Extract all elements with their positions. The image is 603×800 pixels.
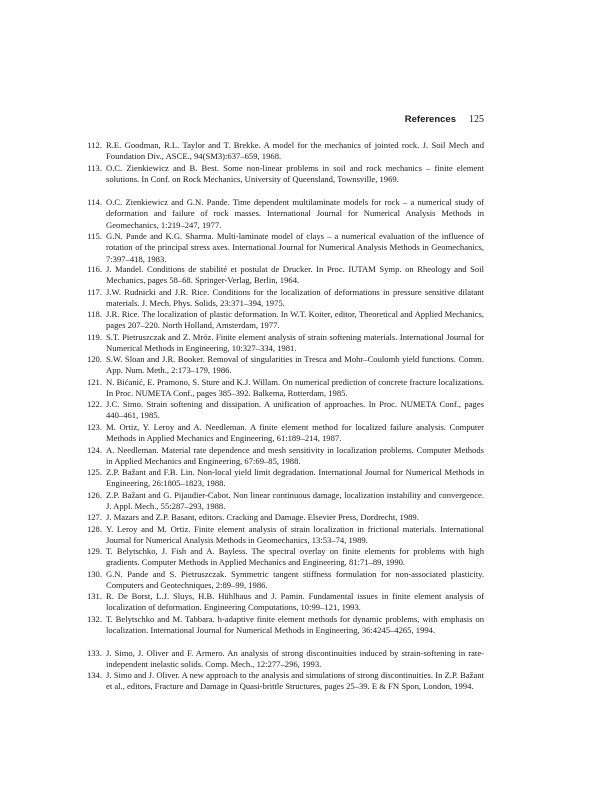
reference-number: 113. xyxy=(87,163,102,173)
reference-number: 129. xyxy=(86,546,102,556)
running-header xyxy=(80,114,484,128)
reference-text: T. Belytschko, J. Fish and A. Bayless. The spectral overlay on finite elements for problems with high gradients. Computer Methods in Applied Mechanics and Engineering, 81:71–89, 1990. xyxy=(106,546,484,568)
reference-number: 134. xyxy=(86,670,102,680)
reference-text: G.N. Pande and S. Pietruszczak. Symmetric tangent stiffness formulation for non-associated plasticity. Computers and Geotechniques, 2:89–99, 1986. xyxy=(106,569,484,591)
reference-text: J.W. Rudnicki and J.R. Rice. Conditions for the localization of deformations in pressure sensitive dilatant materials. J. Mech. Phys. Solids, 23:371–394, 1975. xyxy=(106,287,484,309)
reference-number: 133. xyxy=(86,648,102,658)
reference-number: 115. xyxy=(87,231,102,241)
reference-text: M. Ortiz, Y. Leroy and A. Needleman. A finite element method for localized failure analysis. Computer Methods in Applied Mechanics and Engineering, 61:189–214, 1987. xyxy=(106,422,484,444)
reference-number: 131. xyxy=(86,591,102,601)
reference-text: Y. Leroy and M. Ortiz. Finite element analysis of strain localization in frictional materials. International Journal for Numerical Analysis Methods in Geomechanics, 13:53–74, 1989. xyxy=(106,524,484,546)
reference-number: 130. xyxy=(86,569,102,579)
reference-number: 120. xyxy=(86,354,102,364)
reference-text: G.N. Pande and K.G. Sharma. Multi-laminate model of clays – a numerical evaluation of the influence of rotation of the principal stress axes. International Journal for Numerical Analysis Methods in Geomechanics, 7:397–418, 1983. xyxy=(106,231,484,264)
reference-number: 127. xyxy=(86,512,102,522)
reference-number: 126. xyxy=(86,490,102,500)
reference-text: J.C. Simo. Strain softening and dissipation. A unification of approaches. In Proc. NUMETA Conf., pages 440–461, 1985. xyxy=(106,399,484,421)
reference-number: 132. xyxy=(86,614,102,624)
reference-number: 119. xyxy=(87,332,102,342)
reference-number: 116. xyxy=(87,264,102,274)
reference-number: 124. xyxy=(86,445,102,455)
reference-number: 118. xyxy=(87,309,102,319)
reference-number: 117. xyxy=(87,287,102,297)
reference-number: 128. xyxy=(86,524,102,534)
reference-text: T. Belytschko and M. Tabbara. h-adaptive finite element methods for dynamic problems, with emphasis on localization. International Journal for Numerical Methods in Engineering, 36:4245–4265, 1994. xyxy=(106,614,484,636)
reference-text: J. Simo and J. Oliver. A new approach to the analysis and simulations of strong discontinuities. In Z.P. Bažant et al., editors, Fracture and Damage in Quasi-brittle Structures, pages 25–39. E & FN Spon, London, 1994. xyxy=(106,670,484,692)
reference-text: N. Bićanić, E. Pramono, S. Sture and K.J. Willam. On numerical prediction of concrete fracture localizations. In Proc. NUMETA Conf., pages 385–392. Balkema, Rotterdam, 1985. xyxy=(106,377,484,399)
reference-number: 123. xyxy=(86,422,102,432)
reference-text: R. De Borst, L.J. Sluys, H.B. Hühlhaus and J. Pamin. Fundamental issues in finite element analysis of localization of deformation. Engineering Computations, 10:99–121, 1993. xyxy=(106,591,484,613)
reference-number: 112. xyxy=(87,140,102,150)
reference-text: Z.P. Bažant and F.B. Lin. Non-local yield limit degradation. International Journal for Numerical Methods in Engineering, 26:1805–1823, 1988. xyxy=(106,467,484,489)
section-title: References xyxy=(404,114,456,125)
reference-text: A. Needleman. Material rate dependence and mesh sensitivity in localization problems. Computer Methods in Applied Mechanics and Engineering, 67:69–85, 1988. xyxy=(106,445,484,467)
reference-text: O.C. Zienkiewicz and G.N. Pande. Time dependent multilaminate models for rock – a numerical study of deformation and failure of rock masses. International Journal for Numerical Analysis Methods in Geomechanics, 1:219–247, 1977. xyxy=(106,197,484,230)
reference-number: 114. xyxy=(87,197,102,207)
reference-text: J. Mandel. Conditions de stabilité et postulat de Drucker. In Proc. IUTAM Symp. on Rheology and Soil Mechanics, pages 58–68. Springer-Verlag, Berlin, 1964. xyxy=(106,264,484,286)
reference-number: 122. xyxy=(86,399,102,409)
reference-number: 125. xyxy=(86,467,102,477)
reference-number: 121. xyxy=(86,377,102,387)
reference-text: R.E. Goodman, R.L. Taylor and T. Brekke. A model for the mechanics of jointed rock. J. Soil Mech and Foundation Div., ASCE., 94(SM3):637–659, 1968. xyxy=(106,140,484,162)
reference-text: J.R. Rice. The localization of plastic deformation. In W.T. Koiter, editor, Theoretical and Applied Mechanics, pages 207–220. North Holland, Amsterdam, 1977. xyxy=(106,309,484,331)
page-number: 125 xyxy=(469,114,484,125)
reference-text: Z.P. Bažant and G. Pijaudier-Cabot. Non linear continuous damage, localization instability and convergence. J. Appl. Mech., 55:287–293, 1988. xyxy=(106,490,484,512)
reference-text: S.W. Sloan and J.R. Booker. Removal of singularities in Tresca and Mohr–Coulomb yield functions. Comm. App. Num. Meth., 2:173–179, 1986. xyxy=(106,354,484,376)
reference-text: J. Mazars and Z.P. Basant, editors. Cracking and Damage. Elsevier Press, Dordrecht, 1989. xyxy=(106,512,419,522)
reference-text: J. Simo, J. Oliver and F. Armero. An analysis of strong discontinuities induced by strain-softening in rate-independent inelastic solids. Comp. Mech., 12:277–296, 1993. xyxy=(106,648,484,670)
reference-text: O.C. Zienkiewicz and B. Best. Some non-linear problems in soil and rock mechanics – finite element solutions. In Conf. on Rock Mechanics, University of Queensland, Townsville, 1969. xyxy=(106,163,484,185)
reference-text: S.T. Pietruszczak and Z. Mróz. Finite element analysis of strain softening materials. International Journal for Numerical Methods in Engineering, 10:327–334, 1981. xyxy=(106,332,484,354)
